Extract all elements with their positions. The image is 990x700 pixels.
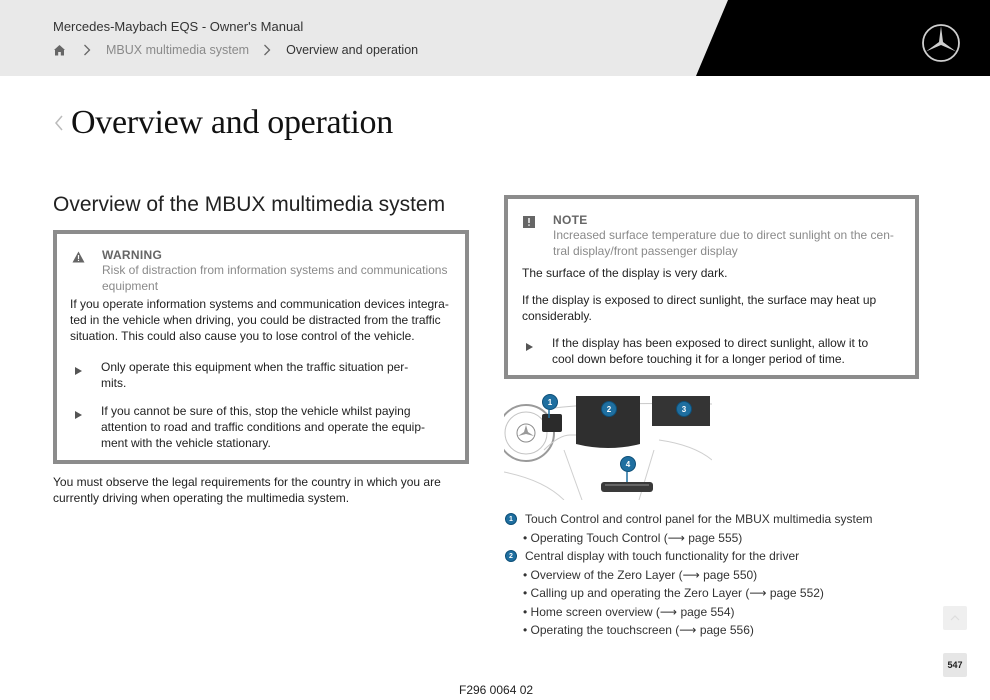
cockpit-illustration (504, 390, 712, 500)
legend-text: Central display with touch functionality for the driver (525, 549, 800, 564)
note-label: NOTE (553, 213, 588, 227)
legend-number-badge: 1 (505, 513, 517, 525)
warning-body-line: situation. This could also cause you to lose control of the vehicle. (70, 329, 415, 343)
warning-bullet-line: attention to road and traffic conditions and operate the equip- (101, 420, 426, 434)
note-bullet-line: If the display has been exposed to direct sunlight, allow it to (552, 336, 869, 350)
note-paragraph: The surface of the display is very dark. (522, 266, 728, 280)
note-subtitle-line: Increased surface temperature due to direct sunlight on the cen- (553, 228, 894, 242)
callout-marker: 3 (676, 401, 692, 417)
breadcrumb-item-mbux[interactable]: MBUX multimedia system (106, 43, 250, 57)
warning-subtitle-line: equipment (102, 279, 159, 293)
legend-text: Touch Control and control panel for the MBUX multimedia system (525, 512, 873, 527)
page-heading (53, 104, 393, 142)
legend-page-link[interactable]: • Operating Touch Control (⟶ page 555) (523, 530, 743, 545)
callout-marker: 2 (601, 401, 617, 417)
breadcrumb (53, 42, 418, 58)
bullet-triangle-icon (75, 403, 85, 451)
warning-box (53, 230, 469, 464)
breadcrumb-item-current: Overview and operation (286, 43, 419, 57)
legal-line: currently driving when operating the multimedia system. (53, 491, 350, 505)
figure-code: F296 0064 02 (459, 683, 534, 697)
bullet-triangle-icon (75, 359, 85, 391)
home-icon[interactable] (53, 44, 66, 57)
manual-title: Mercedes-Maybach EQS - Owner's Manual (53, 19, 304, 34)
note-bullet (526, 335, 868, 367)
warning-bullet (75, 403, 425, 451)
legal-requirements-text (53, 474, 453, 506)
warning-body (70, 296, 460, 344)
note-paragraph (522, 292, 912, 324)
warning-subtitle-line: Risk of distraction from information systems and communications (102, 263, 448, 277)
note-subtitle-line: tral display/front passenger display (553, 244, 738, 258)
section-title: Overview of the MBUX multimedia system (53, 193, 446, 216)
chevron-right-icon (263, 44, 271, 56)
note-box (504, 195, 919, 379)
page-title: Overview and operation (71, 104, 393, 141)
legend-item (505, 510, 925, 529)
warning-body-line: If you operate information systems and communication devices integra- (70, 297, 449, 311)
legend-number-badge: 2 (505, 550, 517, 562)
legend-item (505, 547, 925, 566)
warning-triangle-icon (72, 248, 86, 294)
warning-bullet-line: ment with the vehicle stationary. (101, 436, 271, 450)
page-number-badge: 547 (943, 653, 967, 677)
mercedes-star-icon[interactable] (921, 23, 961, 63)
exclamation-icon (523, 213, 537, 259)
legend-page-link[interactable]: • Overview of the Zero Layer (⟶ page 550) (523, 567, 758, 582)
legend-page-link[interactable]: • Calling up and operating the Zero Layer (⟶ page 552) (523, 586, 824, 601)
chevron-right-icon (83, 44, 91, 56)
chevron-left-icon[interactable] (53, 112, 65, 134)
warning-label: WARNING (102, 248, 163, 262)
scroll-to-top-button[interactable] (943, 606, 967, 630)
figure-legend (505, 510, 925, 640)
legend-page-link[interactable]: • Home screen overview (⟶ page 554) (523, 604, 735, 619)
warning-bullet (75, 359, 408, 391)
warning-body-line: ted in the vehicle when driving, you could be distracted from the traffic (70, 313, 441, 327)
chevron-up-icon (950, 615, 960, 621)
legend-page-link[interactable]: • Operating the touchscreen (⟶ page 556) (523, 623, 754, 638)
callout-marker: 1 (542, 394, 558, 410)
note-bullet-line: cool down before touching it for a longer period of time. (552, 352, 845, 366)
warning-bullet-line: If you cannot be sure of this, stop the vehicle whilst paying (101, 404, 411, 418)
callout-marker: 4 (620, 456, 636, 472)
note-line: considerably. (522, 309, 592, 323)
warning-bullet-line: Only operate this equipment when the traffic situation per- (101, 360, 409, 374)
bullet-triangle-icon (526, 335, 536, 367)
note-line: If the display is exposed to direct sunlight, the surface may heat up (522, 293, 877, 307)
legal-line: You must observe the legal requirements for the country in which you are (53, 475, 441, 489)
warning-bullet-line: mits. (101, 376, 127, 390)
